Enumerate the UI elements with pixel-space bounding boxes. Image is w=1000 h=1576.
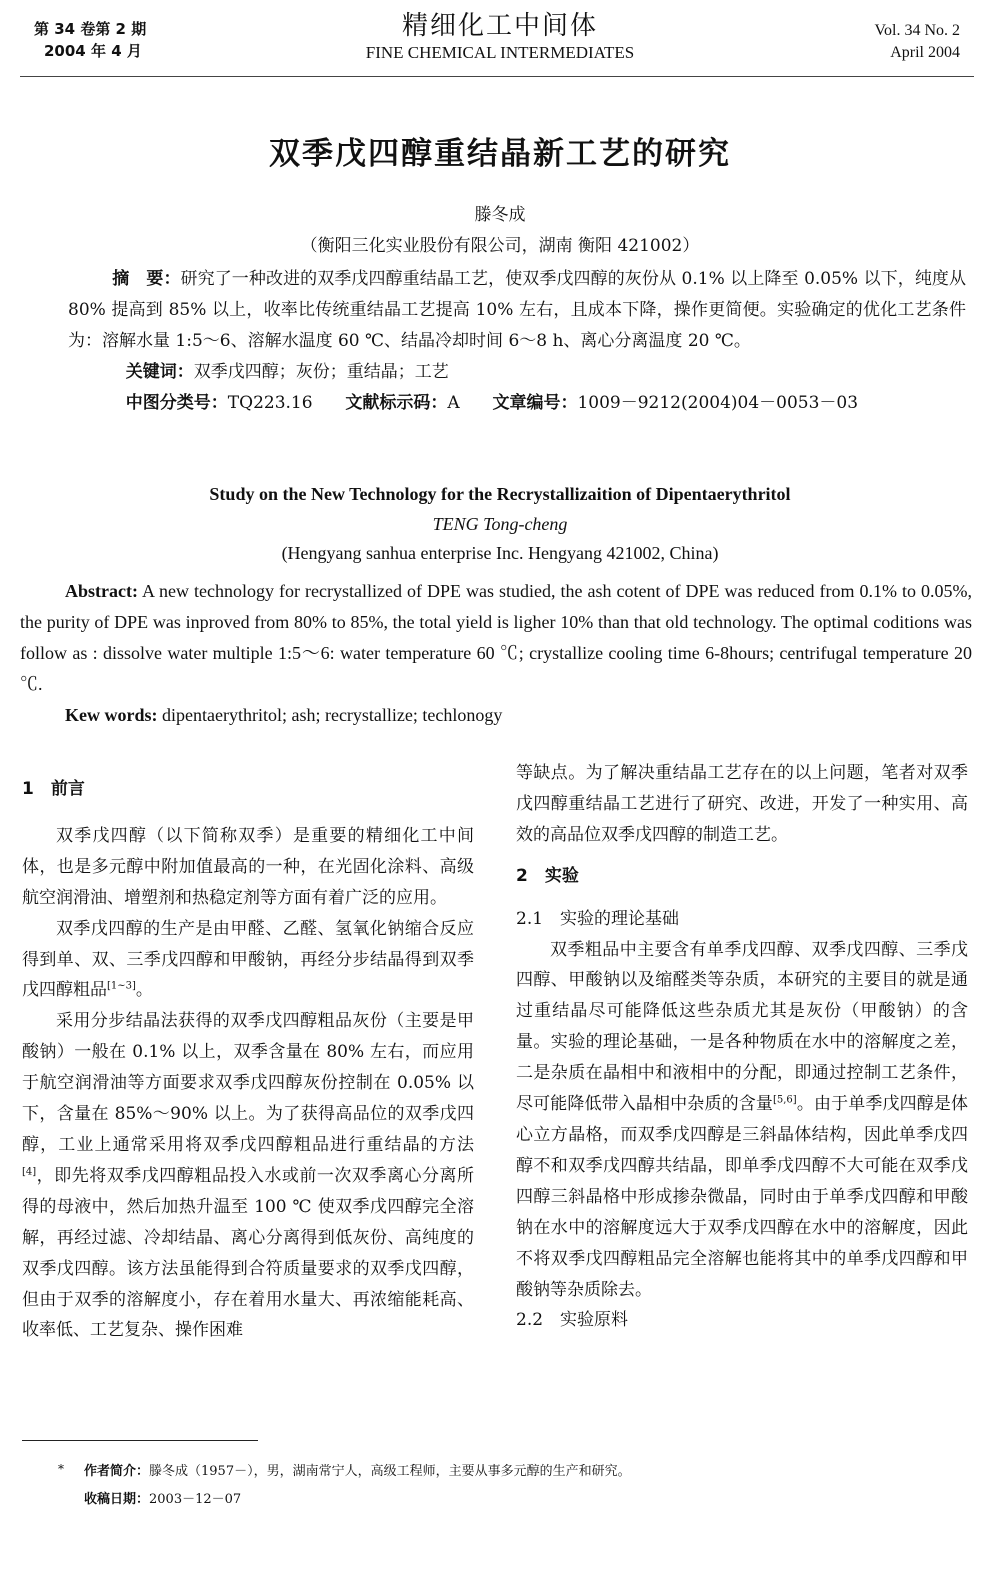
section-2-heading: 2 实验 [516, 865, 579, 886]
abstract-cn-text: 研究了一种改进的双季戊四醇重结晶工艺，使双季戊四醇的灰份从 0.1% 以上降至 0.05% 以下，纯度从 80% 提高到 85% 以上，收率比传统重结晶工艺提高 10% 左右，且成本下降，操作更简便。实验确定的优化工艺条件为：溶解水量 1:5～6、溶解水温度 60 ℃、结晶冷却时间 6～8 h、离心分离温度 20 ℃。 [68, 269, 967, 351]
abstract-cn [68, 264, 966, 419]
paragraph-intro-1: 双季戊四醇（以下简称双季）是重要的精细化工中间体，也是多元醇中附加值最高的一种，在光固化涂料、高级航空润滑油、增塑剂和热稳定剂等方面有着广泛的应用。 [22, 825, 474, 908]
footnote-author [84, 1458, 631, 1486]
paper-title-en: Study on the New Technology for the Recrystallizaition of Dipentaerythritol [209, 484, 791, 504]
header-volume-en-text: Vol. 34 No. 2 [874, 22, 960, 39]
citation-4: [4] [22, 1166, 37, 1178]
abstract-en-label: Abstract: [65, 581, 138, 601]
paragraph-theory [516, 935, 968, 1306]
affiliation-cn: （衡阳三化实业股份有限公司，湖南 衡阳 421002） [300, 236, 700, 256]
header-date-cn: 2004 年 4 月 [44, 42, 142, 60]
footnote [84, 1458, 631, 1514]
journal-name-en: FINE CHEMICAL INTERMEDIATES [365, 43, 635, 62]
abstract-en-text: A new technology for recrystallized of DPE was studied, the ash cotent of DPE was reduced from 0.1% to 0.05%, the purity of DPE was inproved from 80% to 85%, the total yield is ligher 10% than that old technology. The optimal coditions was follow as : dissolve water multiple 1:5～6: water temperature 60 ℃; crystallize cooling time 6-8hours; centrifugal temperature 20 ℃. [20, 581, 973, 694]
article-id-label: 文章编号： [492, 393, 578, 413]
keywords-en-text: dipentaerythritol; ash; recrystallize; techlonogy [162, 705, 503, 725]
article-id-value: 1009－9212(2004)04－0053－03 [577, 393, 859, 413]
footnote-marker: * [58, 1462, 64, 1476]
paragraph-intro-continued: 等缺点。为了解决重结晶工艺存在的以上问题，笔者对双季戊四醇重结晶工艺进行了研究、改进，开发了一种实用、高效的高品位双季戊四醇的制造工艺。 [516, 763, 968, 845]
affiliation-en: (Hengyang sanhua enterprise Inc. Hengyang 421002, China) [281, 543, 719, 563]
journal-name-cn: 精细化工中间体 [401, 11, 598, 41]
paragraph-intro-3 [22, 1006, 474, 1346]
header-rule [20, 76, 974, 77]
section-2-2-heading: 2.2 实验原料 [516, 1310, 629, 1331]
keywords-en-label: Kew words: [65, 705, 158, 725]
abstract-cn-label: 摘 要： [112, 269, 181, 289]
footnote-author-text: 滕冬成（1957－），男，湖南常宁人，高级工程师，主要从事多元醇的生产和研究。 [149, 1464, 631, 1479]
keywords-en [20, 700, 972, 731]
citation-1-3: [1~3] [107, 980, 136, 992]
paragraph-intro-2-text: 双季戊四醇的生产是由甲醛、乙醛、氢氧化钠缩合反应得到单、双、三季戊四醇和甲酸钠，再经分步结晶得到双季戊四醇粗品 [22, 918, 474, 1001]
paragraph-intro-2 [22, 914, 474, 1007]
keywords-cn-label: 关键词： [125, 362, 194, 382]
clc-value: TQ223.16 [227, 393, 313, 413]
paper-title-cn: 双季戊四醇重结晶新工艺的研究 [269, 136, 731, 172]
header-date-en: April 2004 [890, 44, 960, 61]
paragraph-theory-a: 双季粗品中主要含有单季戊四醇、双季戊四醇、三季戊四醇、甲酸钠以及缩醛类等杂质，本研究的主要目的就是通过重结晶尽可能降低这些杂质尤其是灰份（甲酸钠）的含量。实验的理论基础，一是各种物质在水中的溶解度之差，二是杂质在晶相中和液相中的分配，即通过控制工艺条件，尽可能降低带入晶相中杂质的含量 [516, 939, 968, 1115]
clc-label: 中图分类号： [125, 393, 228, 413]
section-1-heading: 1 前言 [22, 779, 85, 799]
body-right-column [516, 758, 968, 1336]
footnote-received-text: 2003－12－07 [149, 1492, 242, 1507]
header-volume-cn: 第 34 卷第 2 期 [34, 20, 147, 38]
doc-code-label: 文献标示码： [345, 393, 448, 413]
author-en: TENG Tong-cheng [432, 514, 568, 534]
author-cn: 滕冬成 [474, 205, 526, 225]
paragraph-intro-3a: 采用分步结晶法获得的双季戊四醇粗品灰份（主要是甲酸钠）一般在 0.1% 以上，双季含量在 80% 左右，而应用于航空润滑油等方面要求双季戊四醇灰份控制在 0.05% 以下，含量在 85%～90% 以上。为了获得高品位的双季戊四醇，工业上通常采用将双季戊四醇粗品进行重结晶的方法 [22, 1011, 474, 1155]
paragraph-theory-b: 。由于单季戊四醇是体心立方晶格，而双季戊四醇是三斜晶体结构，因此单季戊四醇不和双季戊四醇共结晶，即单季戊四醇不大可能在双季戊四醇三斜晶格中形成掺杂微晶，同时由于单季戊四醇和甲酸钠在水中的溶解度远大于双季戊四醇在水中的溶解度，因此不将双季戊四醇粗品完全溶解也能将其中的单季戊四醇和甲酸钠等杂质除去。 [516, 1094, 968, 1300]
citation-5-6: [5,6] [772, 1094, 797, 1106]
footnote-received [84, 1486, 631, 1514]
body-left-column [22, 774, 474, 1346]
doc-code-value: A [447, 393, 460, 413]
abstract-cn-para [68, 264, 966, 357]
footnote-author-label: 作者简介： [84, 1464, 150, 1479]
keywords-cn [68, 357, 966, 388]
footnote-received-label: 收稿日期： [84, 1492, 150, 1507]
paragraph-intro-2-end: 。 [135, 980, 153, 1001]
section-2-1-heading: 2.1 实验的理论基础 [516, 908, 680, 929]
classification-line [68, 388, 966, 419]
keywords-cn-text: 双季戊四醇；灰份；重结晶；工艺 [193, 362, 449, 382]
paragraph-intro-3b: ，即先将双季戊四醇粗品投入水或前一次双季离心分离所得的母液中，然后加热升温至 100 ℃ 使双季戊四醇完全溶解，再经过滤、冷却结晶、离心分离得到低灰份、高纯度的双季戊四醇。该方法虽能得到合符质量要求的双季戊四醇，但由于双季的溶解度小，存在着用水量大、再浓缩能耗高、收率低、工艺复杂、操作困难 [22, 1165, 474, 1341]
header-volume-en [875, 20, 961, 64]
abstract-en-para [20, 576, 972, 700]
journal-name [0, 10, 1000, 64]
abstract-en [20, 576, 972, 731]
footnote-rule [22, 1440, 258, 1441]
